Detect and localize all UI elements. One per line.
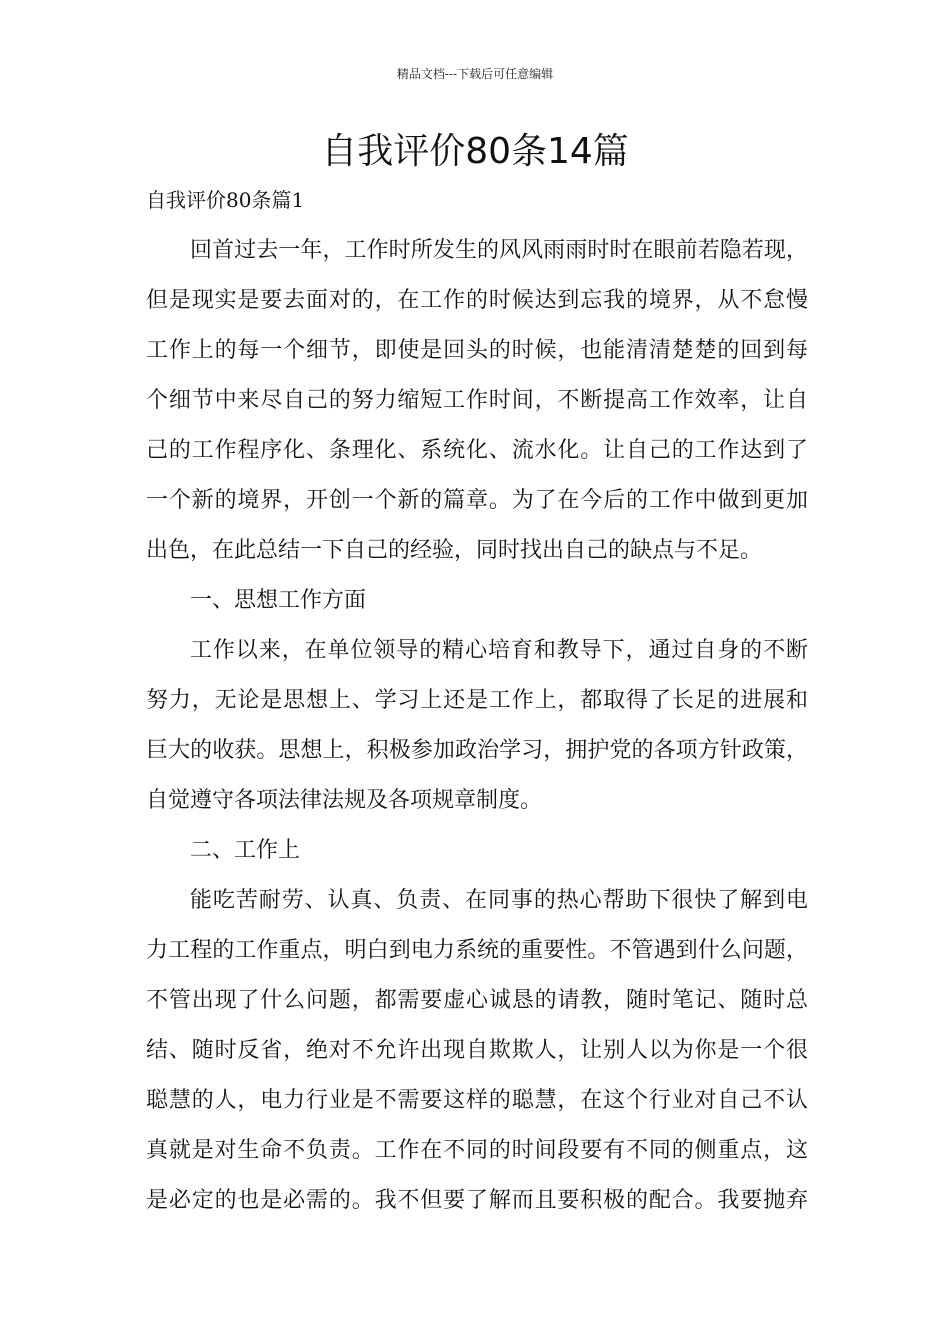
paragraph-line: 真就是对生命不负责。工作在不同的时间段要有不同的侧重点，这 xyxy=(146,1138,808,1163)
document-subtitle: 自我评价80条篇1 xyxy=(146,188,305,212)
paragraph-line: 能吃苦耐劳、认真、负责、在同事的热心帮助下很快了解到电 xyxy=(190,888,808,913)
paragraph-line: 结、随时反省，绝对不允许出现自欺欺人，让别人以为你是一个很 xyxy=(146,1038,808,1063)
paragraph-line: 个细节中来尽自己的努力缩短工作时间，不断提高工作效率，让自 xyxy=(146,388,808,413)
paragraph-line: 回首过去一年，工作时所发生的风风雨雨时时在眼前若隐若现， xyxy=(190,238,808,263)
paragraph-line: 力工程的工作重点，明白到电力系统的重要性。不管遇到什么问题， xyxy=(146,938,808,963)
document-body xyxy=(146,226,808,1226)
paragraph-line: 努力，无论是思想上、学习上还是工作上，都取得了长足的进展和 xyxy=(146,688,808,713)
paragraph-line: 自觉遵守各项法律法规及各项规章制度。 xyxy=(146,788,543,813)
paragraph-line: 己的工作程序化、条理化、系统化、流水化。让自己的工作达到了 xyxy=(146,438,808,463)
paragraph-line: 一个新的境界，开创一个新的篇章。为了在今后的工作中做到更加 xyxy=(146,488,808,513)
document-title: 自我评价80条14篇 xyxy=(321,131,629,172)
paragraph-line: 巨大的收获。思想上，积极参加政治学习，拥护党的各项方针政策， xyxy=(146,738,808,763)
paragraph-line: 聪慧的人，电力行业是不需要这样的聪慧，在这个行业对自己不认 xyxy=(146,1088,808,1113)
paragraph-line: 不管出现了什么问题，都需要虚心诚恳的请教，随时笔记、随时总 xyxy=(146,988,808,1013)
paragraph-line: 工作上的每一个细节，即使是回头的时候，也能清清楚楚的回到每 xyxy=(146,338,808,363)
paragraph-line: 但是现实是要去面对的，在工作的时候达到忘我的境界，从不怠慢 xyxy=(146,288,808,313)
section-heading: 二、工作上 xyxy=(190,838,301,863)
paragraph-line: 出色，在此总结一下自己的经验，同时找出自己的缺点与不足。 xyxy=(146,538,763,563)
paragraph-line: 工作以来，在单位领导的精心培育和教导下，通过自身的不断 xyxy=(190,638,808,663)
paragraph-line: 是必定的也是必需的。我不但要了解而且要积极的配合。我要抛弃 xyxy=(146,1188,808,1213)
page-header-watermark: 精品文档---下载后可任意编辑 xyxy=(396,67,554,81)
section-heading: 一、思想工作方面 xyxy=(190,588,367,613)
